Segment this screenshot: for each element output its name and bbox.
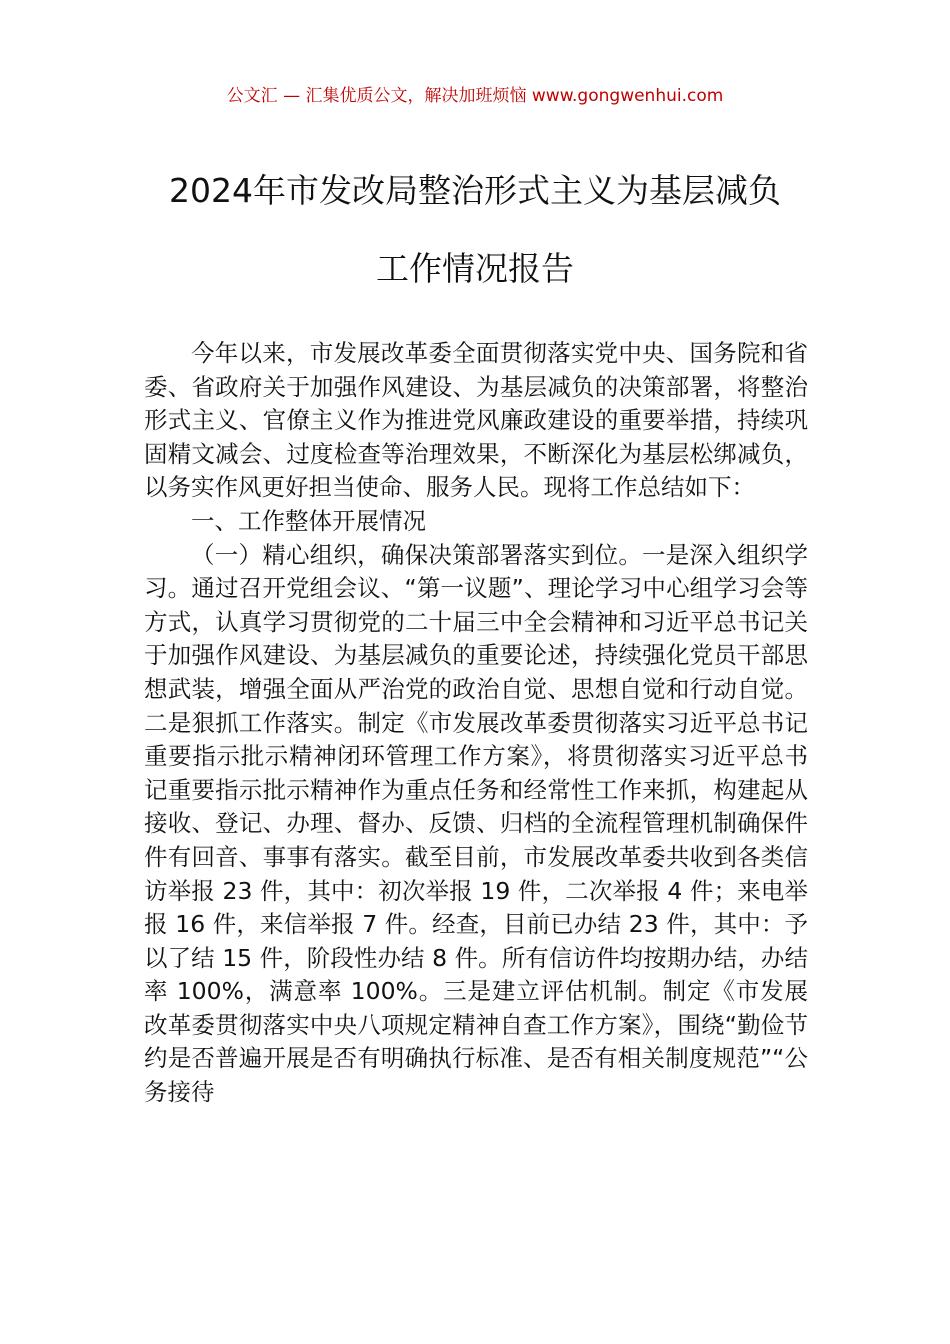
document-title — [120, 152, 830, 308]
watermark-header[interactable]: 公文汇 — 汇集优质公文，解决加班烦恼 www.gongwenhui.com — [226, 86, 724, 106]
section-heading: 一、工作整体开展情况 — [191, 506, 426, 535]
title-line-1: 2024年市发改局整治形式主义为基层减负 — [169, 171, 781, 210]
document-body — [144, 337, 808, 1110]
title-line-2: 工作情况报告 — [376, 249, 574, 288]
body-paragraph: （一）精心组织，确保决策部署落实到位。一是深入组织学习。通过召开党组会议、“第一议题”、理论学习中心组学习会等方式，认真学习贯彻党的二十届三中全会精神和习近平总书记关于加强作风建设、为基层减负的重要论述，持续强化党员干部思想武装，增强全面从严治党的政治自觉、思想自觉和行动自觉。二是狠抓工作落实。制定《市发展改革委贯彻落实习近平总书记重要指示批示精神闭环管理工作方案》，将贯彻落实习近平总书记重要指示批示精神作为重点任务和经常性工作来抓，构建起从接收、登记、办理、督办、反馈、归档的全流程管理机制确保件件有回音、事事有落实。截至目前，市发展改革委共收到各类信访举报 23 件，其中：初次举报 19 件，二次举报 4 件；来电举报 16 件，来信举报 7 件。经查，目前已办结 23 件，其中：予以了结 15 件，阶段性办结 8 件。所有信访件均按期办结，办结率 100%，满意率 100%。三是建立评估机制。制定《市发展改革委贯彻落实中央八项规定精神自查工作方案》，围绕“勤俭节约是否普遍开展是否有明确执行标准、是否有相关制度规范”“公务接待 — [144, 540, 808, 1107]
intro-paragraph: 今年以来，市发展改革委全面贯彻落实党中央、国务院和省委、省政府关于加强作风建设、为基层减负的决策部署，将整治形式主义、官僚主义作为推进党风廉政建设的重要举措，持续巩固精文减会、过度检查等治理效果，不断深化为基层松绑减负，以务实作风更好担当使命、服务人民。现将工作总结如下： — [144, 339, 808, 502]
